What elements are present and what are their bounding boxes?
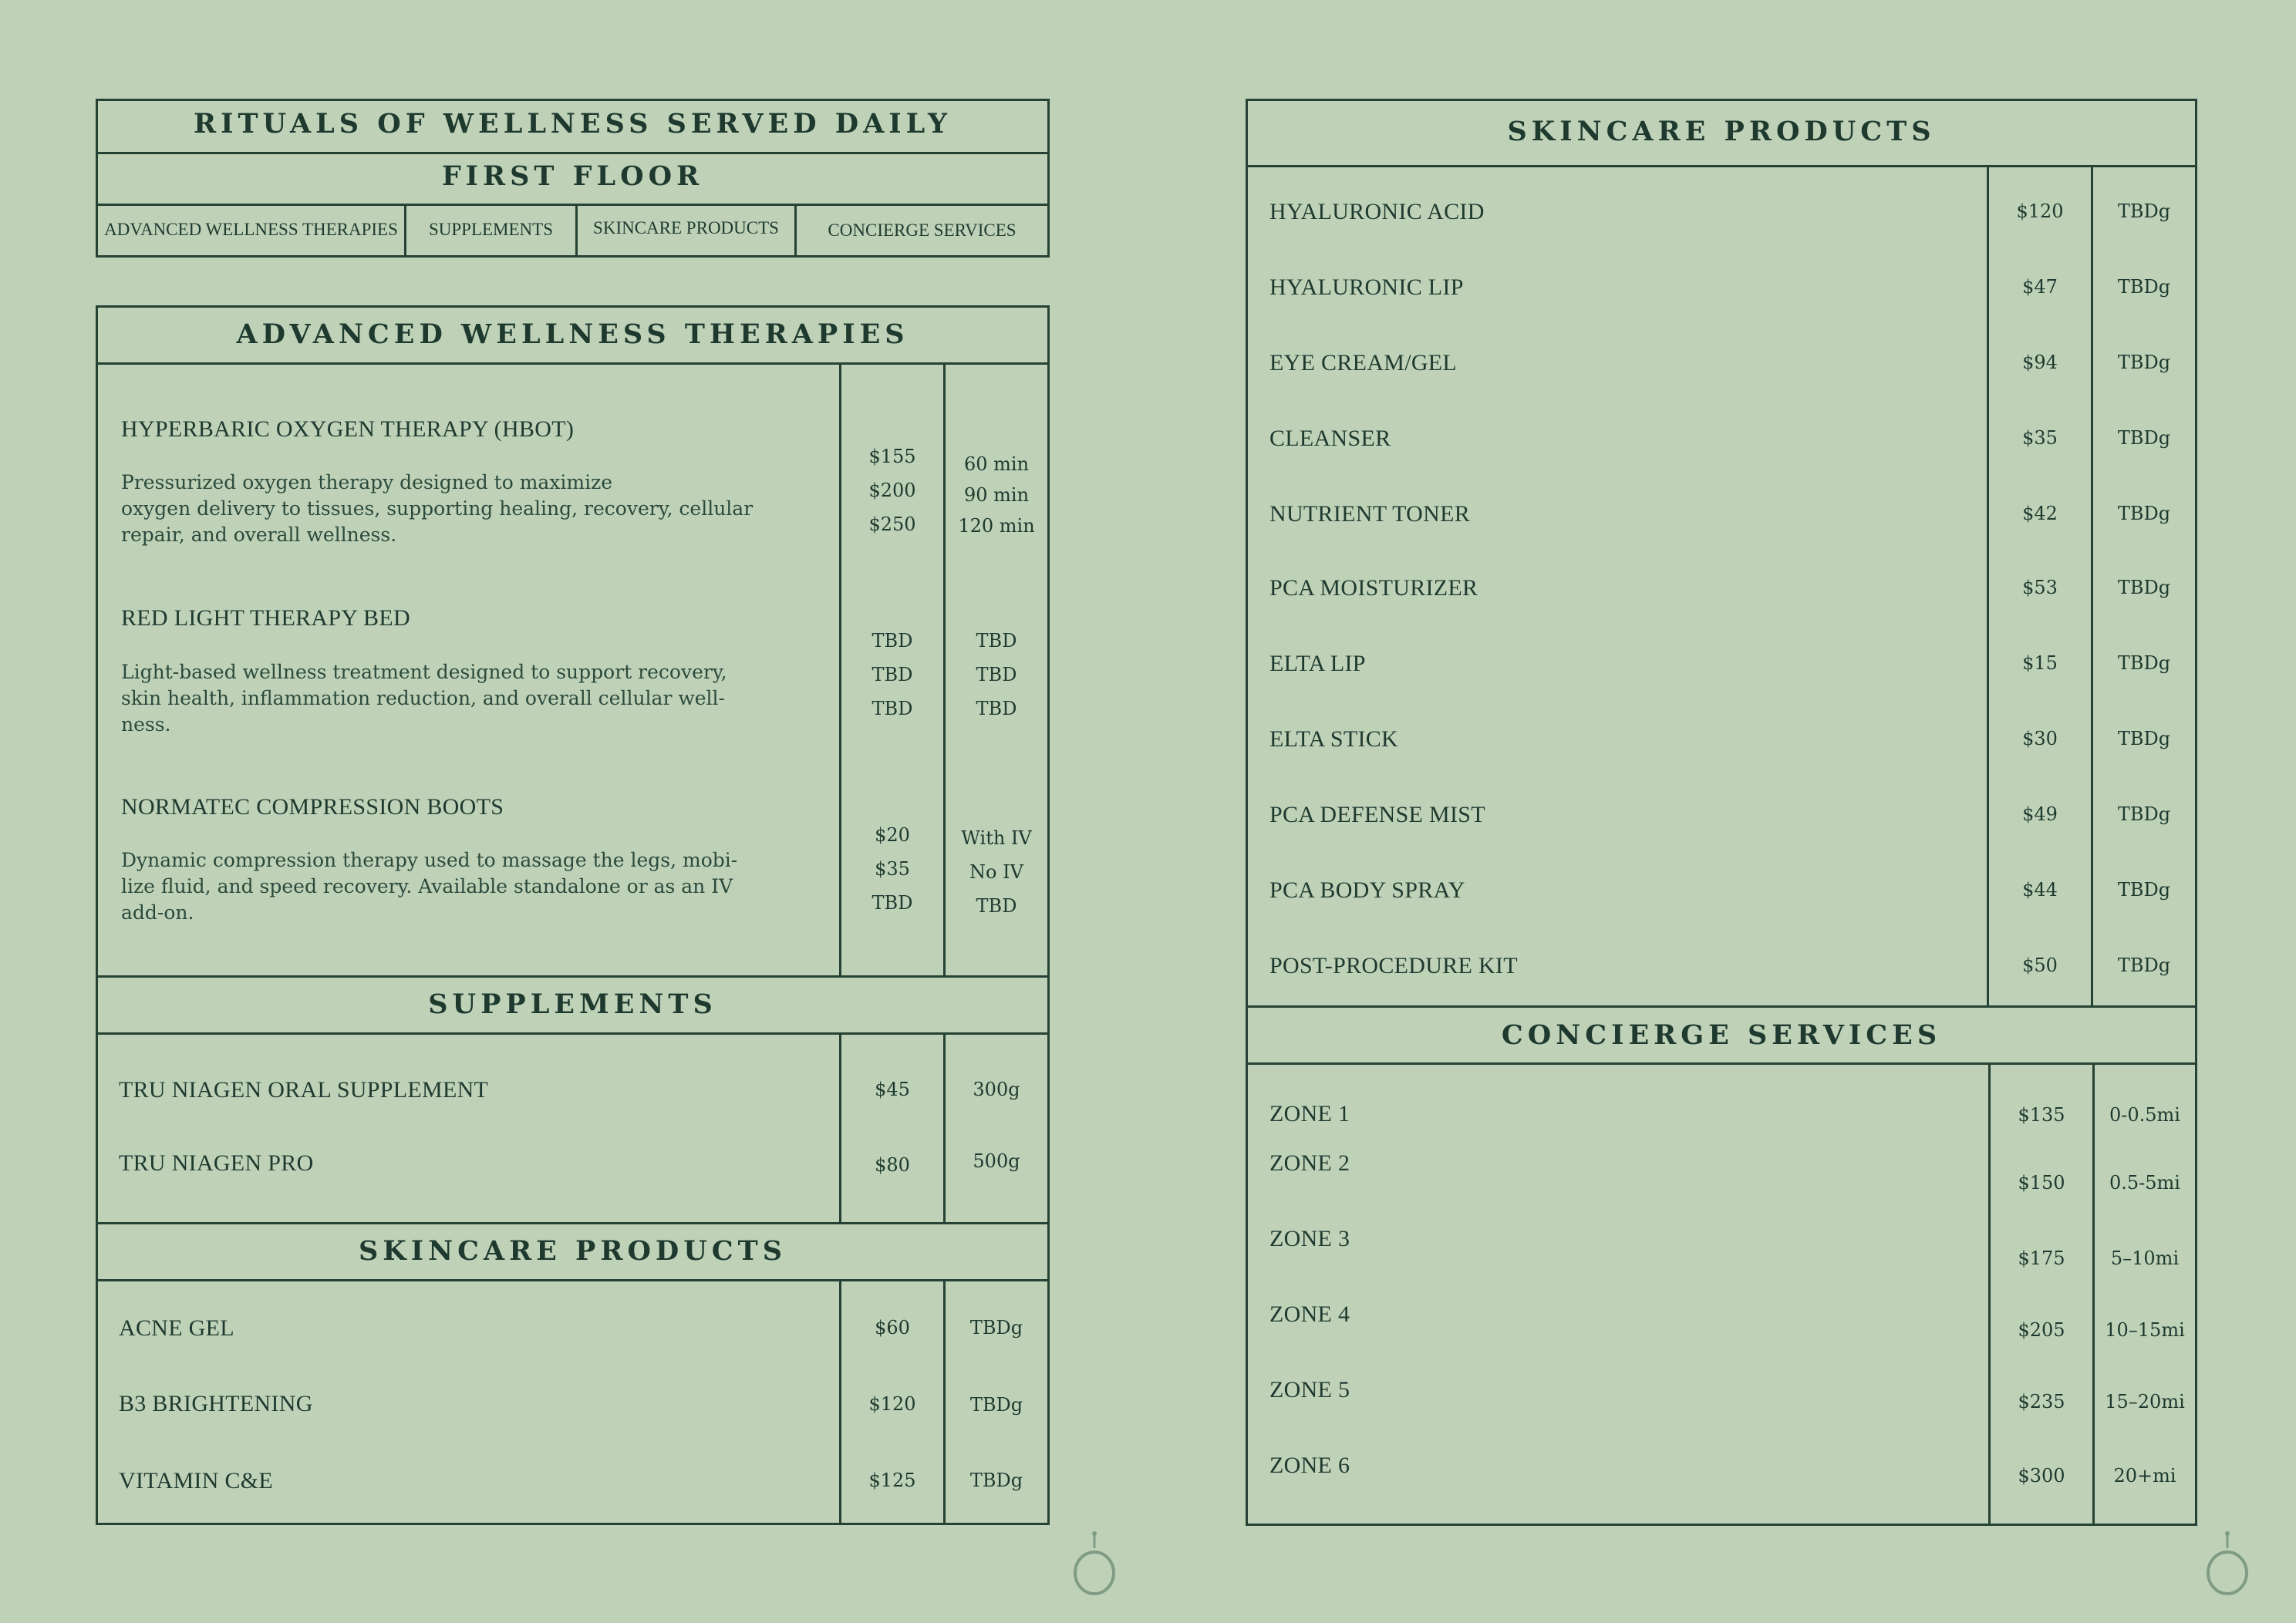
list-item-size: TBDg: [2117, 803, 2171, 825]
list-item-size: TBDg: [2117, 652, 2171, 674]
list-item-size: TBDg: [2117, 427, 2171, 449]
list-item-price: $44: [2022, 879, 2058, 901]
ring-logo-icon: [1069, 1528, 1120, 1598]
therapy-description: Light-based wellness treatment designed to support recovery, skin health, inflammation reduction, and overall cellular well- ness.: [121, 661, 727, 736]
zone-price: $150: [2018, 1172, 2065, 1194]
divider: [96, 1279, 1050, 1281]
list-item-size: TBDg: [969, 1317, 1023, 1338]
list-item-price: $60: [875, 1317, 910, 1338]
zone-range: 0-0.5mi: [2109, 1104, 2180, 1126]
divider: [1246, 1005, 2197, 1008]
zone-name: ZONE 1: [1269, 1101, 1350, 1126]
list-item-name: TRU NIAGEN ORAL SUPPLEMENT: [119, 1077, 489, 1103]
divider: [1246, 1062, 2197, 1065]
list-item-price: $53: [2022, 577, 2058, 598]
divider: [1246, 165, 2197, 167]
zone-range: 10–15mi: [2105, 1319, 2185, 1341]
zone-name: ZONE 6: [1269, 1453, 1350, 1478]
therapy-durations: TBD TBD TBD: [976, 630, 1017, 719]
zone-price: $175: [2018, 1248, 2065, 1269]
list-item-name: HYALURONIC LIP: [1269, 274, 1464, 300]
divider: [839, 1032, 841, 1222]
list-item-name: NUTRIENT TONER: [1269, 501, 1471, 527]
supplements-heading: SUPPLEMENTS: [428, 988, 717, 1020]
list-item-price: $94: [2022, 352, 2058, 373]
divider: [2092, 1062, 2095, 1526]
tab-concierge-services[interactable]: CONCIERGE SERVICES: [828, 221, 1017, 240]
list-item-size: TBDg: [969, 1394, 1023, 1416]
list-item-price: $120: [868, 1393, 916, 1415]
list-item-price: $80: [875, 1154, 910, 1176]
zone-price: $205: [2018, 1319, 2065, 1341]
divider: [96, 204, 1050, 206]
therapy-prices: $155 $200 $250: [868, 446, 916, 535]
list-item-size: 300g: [973, 1079, 1020, 1100]
list-item-size: TBDg: [2117, 352, 2171, 373]
divider: [96, 975, 1050, 978]
list-item-size: TBDg: [2117, 577, 2171, 598]
list-item-size: TBDg: [2117, 503, 2171, 524]
list-item-name: HYALURONIC ACID: [1269, 199, 1485, 224]
floor-title: FIRST FLOOR: [441, 160, 704, 192]
list-item-size: TBDg: [969, 1470, 1023, 1491]
therapies-heading: ADVANCED WELLNESS THERAPIES: [236, 318, 909, 350]
list-item-name: PCA DEFENSE MIST: [1269, 802, 1485, 827]
list-item-price: $50: [2022, 955, 2058, 976]
list-item-name: PCA BODY SPRAY: [1269, 877, 1465, 903]
list-item-price: $15: [2022, 652, 2058, 674]
therapy-options: With IV No IV TBD: [961, 827, 1032, 917]
divider: [96, 362, 1050, 365]
therapy-prices: $20 $35 TBD: [872, 824, 913, 914]
zone-range: 0.5-5mi: [2109, 1172, 2180, 1194]
therapy-description: Dynamic compression therapy used to massage the legs, mobi- lize fluid, and speed recovery. Available standalone or as an IV add-on.: [121, 849, 738, 924]
list-item-size: TBDg: [2117, 276, 2171, 298]
divider: [96, 1032, 1050, 1035]
list-item-size: 500g: [973, 1150, 1020, 1172]
skincare-heading: SKINCARE PRODUCTS: [359, 1235, 787, 1267]
list-item-name: TRU NIAGEN PRO: [119, 1150, 314, 1176]
tab-advanced-wellness-therapies[interactable]: ADVANCED WELLNESS THERAPIES: [104, 220, 398, 239]
zone-name: ZONE 2: [1269, 1150, 1350, 1176]
list-item-name: B3 BRIGHTENING: [119, 1391, 313, 1416]
ring-logo-icon: [2202, 1528, 2253, 1598]
zone-name: ZONE 3: [1269, 1226, 1350, 1251]
divider: [1988, 1062, 1991, 1526]
divider: [943, 1032, 946, 1222]
zone-name: ZONE 5: [1269, 1377, 1350, 1402]
therapy-description: Pressurized oxygen therapy designed to maximize oxygen delivery to tissues, supporting healing, recovery, cellular repair, and overall wellness.: [121, 471, 754, 546]
therapy-name: RED LIGHT THERAPY BED: [121, 605, 410, 631]
list-item-price: $120: [2016, 200, 2064, 222]
list-item-price: $35: [2022, 427, 2058, 449]
list-item-price: $45: [875, 1079, 910, 1100]
zone-range: 15–20mi: [2105, 1391, 2185, 1413]
skincare-heading: SKINCARE PRODUCTS: [1507, 116, 1936, 147]
list-item-name: ELTA STICK: [1269, 726, 1399, 752]
zone-range: 20+mi: [2113, 1465, 2176, 1487]
zone-price: $300: [2018, 1465, 2065, 1487]
therapy-name: HYPERBARIC OXYGEN THERAPY (HBOT): [121, 416, 575, 442]
list-item-size: TBDg: [2117, 728, 2171, 749]
list-item-name: ELTA LIP: [1269, 651, 1366, 676]
list-item-size: TBDg: [2117, 955, 2171, 976]
therapy-prices: TBD TBD TBD: [872, 630, 913, 719]
tab-supplements[interactable]: SUPPLEMENTS: [428, 220, 554, 239]
menu-title: RITUALS OF WELLNESS SERVED DAILY: [194, 108, 952, 140]
list-item-name: ACNE GEL: [119, 1315, 234, 1341]
list-item-name: EYE CREAM/GEL: [1269, 350, 1458, 375]
list-item-name: POST-PROCEDURE KIT: [1269, 953, 1518, 978]
list-item-price: $125: [868, 1470, 916, 1491]
list-item-price: $30: [2022, 728, 2058, 749]
list-item-price: $47: [2022, 276, 2058, 298]
list-item-name: VITAMIN C&E: [119, 1468, 274, 1493]
zone-range: 5–10mi: [2110, 1248, 2180, 1269]
therapy-durations: 60 min 90 min 120 min: [958, 453, 1035, 537]
divider: [96, 152, 1050, 154]
list-item-price: $42: [2022, 503, 2058, 524]
zone-name: ZONE 4: [1269, 1301, 1350, 1327]
list-item-price: $49: [2022, 803, 2058, 825]
list-item-size: TBDg: [2117, 879, 2171, 901]
zone-price: $235: [2018, 1391, 2065, 1413]
concierge-heading: CONCIERGE SERVICES: [1501, 1019, 1942, 1051]
list-item-name: CLEANSER: [1269, 426, 1391, 451]
therapy-name: NORMATEC COMPRESSION BOOTS: [121, 794, 504, 820]
tab-skincare-products[interactable]: SKINCARE PRODUCTS: [593, 218, 779, 237]
list-item-name: PCA MOISTURIZER: [1269, 575, 1478, 601]
list-item-size: TBDg: [2117, 200, 2171, 222]
divider: [96, 1222, 1050, 1224]
zone-price: $135: [2018, 1104, 2065, 1126]
